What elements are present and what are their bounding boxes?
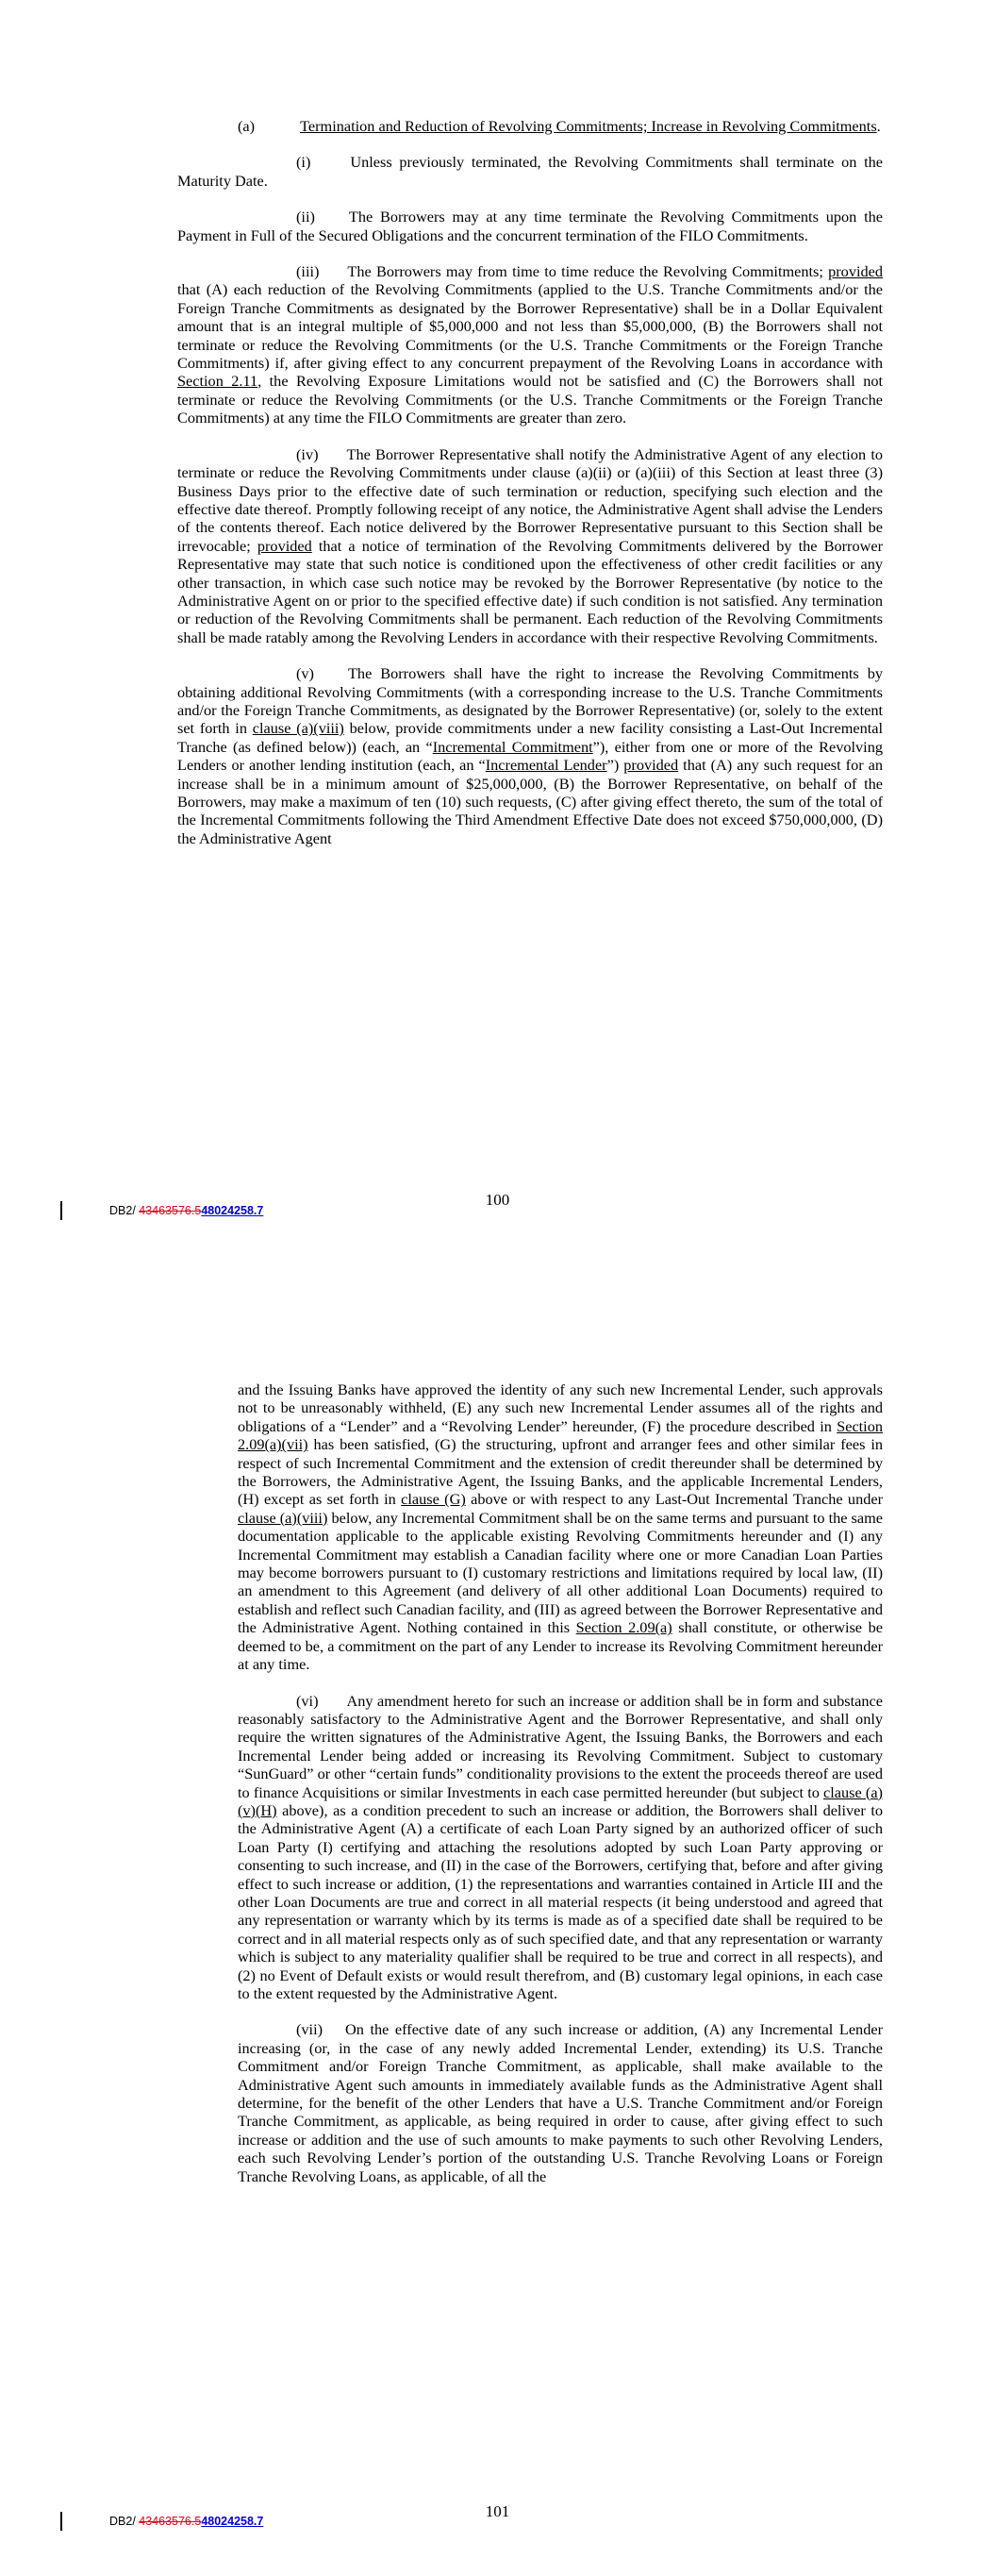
section-2-11-reference: Section 2.11 (177, 372, 258, 391)
page-number: 101 (485, 2502, 510, 2520)
document-id-footer: DB2/ 43463576.548024258.7 (62, 1204, 263, 1217)
change-bar (60, 1201, 62, 1220)
change-bar (60, 2512, 62, 2531)
paragraph-iv: (iv) The Borrower Representative shall notify the Administrative Agent of any election to terminate or reduce the Revolving Commitments under clause (a)(ii) or (a)(iii) of this Section at least three (3) Business Days prior to the effective date of such termination or reduction, specifying such election and the effective date thereof. Promptly following receipt of any notice, the Administrative Agent shall advise the Lenders of the contents thereof. Each notice delivered by the Borrower Representative pursuant to this Section shall be irrevocable; provided that a notice of termination of the Revolving Commitments delivered by the Borrower Representative may state that such notice is conditioned upon the effectiveness of other credit facilities or any other transaction, in which case such notice may be revoked by the Borrower Representative (by notice to the Administrative Agent on or prior to the specified effective date) if such condition is not satisfied. Any termination or reduction of the Revolving Commitments shall be permanent. Each reduction of the Revolving Commitments shall be made ratably among the Revolving Lenders in accordance with their respective Revolving Commitments. (177, 444, 884, 646)
document-id-footer: DB2/ 43463576.548024258.7 (62, 2515, 263, 2528)
section-heading: (a) Termination and Reduction of Revolving Commitments; Increase in Revolving Commitments. (238, 117, 881, 135)
paragraph-vii: (vii) On the effective date of any such increase or addition, (A) any Incremental Lender increasing (or, in the case of any newly added Incremental Lender, extending) its U.S. Tranche Commitment and/or Foreign Tranche Commitment, as applicable, shall make available to the Administrative Agent such amounts in immediately available funds as the Administrative Agent shall determine, for the benefit of the other Lenders that have a U.S. Tranche Commitment and/or Foreign Tranche Commitment, as applicable, as being required in order to cause, after giving effect to such increase or addition and the use of such amounts to make payments to such other Revolving Lenders, each such Revolving Lender’s portion of the outstanding U.S. Tranche Revolving Loans or Foreign Tranche Revolving Loans, as applicable, of all the (238, 2020, 883, 2185)
paragraph-i: (i) Unless previously terminated, the Revolving Commitments shall terminate on the Maturity Date. (177, 153, 883, 190)
new-doc-id: 48024258.7 (201, 2515, 264, 2528)
paragraph-v-continued: and the Issuing Banks have approved the identity of any such new Incremental Lender, such approvals not to be unreasonably withheld, (E) any such new Incremental Lender assumes all of the rights and obligations of a “Lender” and a “Revolving Lender” hereunder, (F) the procedure described in Section 2.09(a)(vii) has been satisfied, (G) the structuring, upfront and arranger fees and other similar fees in respect of such Incremental Commitment and the extension of credit thereunder shall be determined by the Borrowers, the Administrative Agent, the Issuing Banks, and the applicable Incremental Lenders, (H) except as set forth in clause (G) above or with respect to any Last-Out Incremental Tranche under clause (a)(viii) below, any Incremental Commitment shall be on the same terms and pursuant to the same documentation applicable to the applicable existing Revolving Commitments hereunder and (I) any Incremental Commitment may establish a Canadian facility where one or more Canadian Loan Parties may become borrowers pursuant to (I) customary restrictions and limitations required by local law, (II) an amendment to this Agreement (and delivery of all other additional Loan Documents) required to establish and reflect such Canadian facility, and (III) as agreed between the Borrower Representative and the Administrative Agent. Nothing contained in this Section 2.09(a) shall constitute, or otherwise be deemed to be, a commitment on the part of any Lender to increase its Revolving Commitment hereunder at any time. (238, 1380, 883, 1674)
section-heading-title: Termination and Reduction of Revolving Commitments; Increase in Revolving Commitments (300, 117, 877, 135)
paragraph-ii: (ii) The Borrowers may at any time terminate the Revolving Commitments upon the Payment in Full of the Secured Obligations and the concurrent termination of the FILO Commitments. (177, 208, 883, 244)
paragraph-vi: (vi) Any amendment hereto for such an increase or addition shall be in form and substance reasonably satisfactory to the Administrative Agent and the Borrower Representative, and shall only require the written signatures of the Administrative Agent, the Issuing Banks, the Borrowers and each Incremental Lender being added or increasing its Revolving Commitment. Subject to customary “SunGuard” or other “certain funds” conditionality provisions to the extent the proceeds thereof are used to finance Acquisitions or similar Investments in each case permitted hereunder (but subject to clause (a)(v)(H) above), as a condition precedent to such an increase or addition, the Borrowers shall deliver to the Administrative Agent (A) a certificate of each Loan Party signed by an authorized officer of such Loan Party (I) certifying and attaching the resolutions adopted by such Loan Party approving or consenting to such increase, and (II) in the case of the Borrowers, certifying that, before and after giving effect to such increase or addition, (1) the representations and warranties contained in Article III and the other Loan Documents are true and correct in all material respects (it being understood and agreed that any representation or warranty which by its terms is made as of a specified date shall be required to be correct and in all material respects only as of such specified date, and that any representation or warranty which is subject to any materiality qualifier shall be required to be true and correct in all respects), and (2) no Event of Default exists or would result therefrom, and (B) customary legal opinions, in each case to the extent requested by the Administrative Agent. (238, 1691, 883, 2002)
paragraph-iii: (iii) The Borrowers may from time to time reduce the Revolving Commitments; provided that (A) each reduction of the Revolving Commitments (applied to the U.S. Tranche Commitments and/or the Foreign Tranche Commitments as designated by the Borrower Representative) shall be in a Dollar Equivalent amount that is an integral multiple of $5,000,000 and not less than $5,000,000, (B) the Borrowers shall not terminate or reduce the Revolving Commitments (or the U.S. Tranche Commitments or the Foreign Tranche Commitments) if, after giving effect to any concurrent prepayment of the Revolving Loans in accordance with Section 2.11, the Revolving Exposure Limitations would not be satisfied and (C) the Borrowers shall not terminate or reduce the Revolving Commitments (or the U.S. Tranche Commitments or the Foreign Tranche Commitments) at any time the FILO Commitments are greater than zero. (177, 262, 884, 427)
page-number: 100 (485, 1191, 510, 1209)
page-100-body (177, 117, 883, 865)
page-101-body (238, 1380, 883, 2203)
new-doc-id: 48024258.7 (201, 1204, 264, 1217)
old-doc-id: 43463576.5 (139, 2515, 202, 2528)
old-doc-id: 43463576.5 (139, 1204, 202, 1217)
paragraph-v: (v) The Borrowers shall have the right to increase the Revolving Commitments by obtaining additional Revolving Commitments (with a corresponding increase to the U.S. Tranche Commitments and/or the Foreign Tranche Commitments, as designated by the Borrower Representative) (or, solely to the extent set forth in clause (a)(viii) below, provide commitments under a new facility consisting a Last-Out Incremental Tranche (as defined below)) (each, an “Incremental Commitment”), either from one or more of the Revolving Lenders or another lending institution (each, an “Incremental Lender”) provided that (A) any such request for an increase shall be in a minimum amount of $25,000,000, (B) the Borrower Representative, on behalf of the Borrowers, may make a maximum of ten (10) such requests, (C) after giving effect thereto, the sum of the total of the Incremental Commitments following the Third Amendment Effective Date does not exceed $750,000,000, (D) the Administrative Agent (177, 664, 884, 847)
document-page-101 (0, 1288, 995, 2576)
